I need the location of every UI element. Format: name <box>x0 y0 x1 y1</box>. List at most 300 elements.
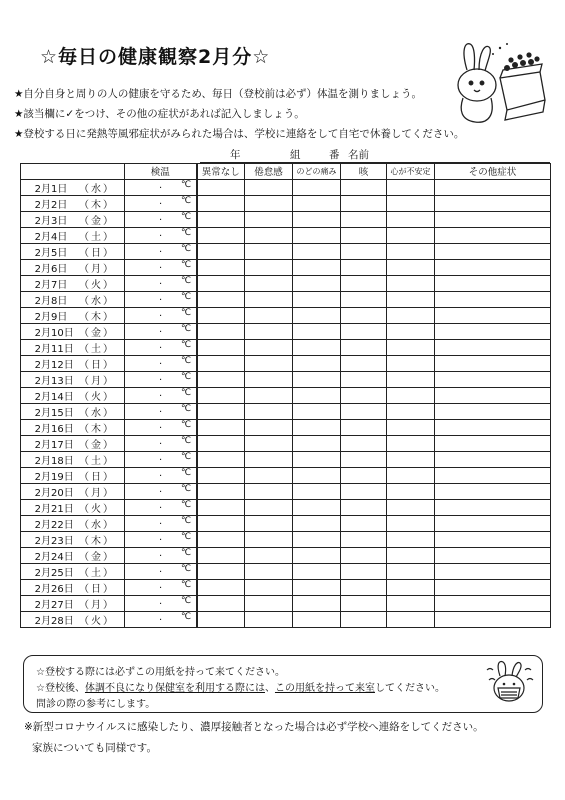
other-symptoms-cell[interactable] <box>435 531 551 547</box>
check-sore-throat[interactable] <box>293 595 341 611</box>
check-unstable-mood[interactable] <box>387 595 435 611</box>
date-month: 2月 <box>34 295 51 307</box>
check-sore-throat[interactable] <box>293 547 341 563</box>
check-fatigue[interactable] <box>245 483 293 499</box>
date-weekday: 水 <box>91 183 101 195</box>
check-cough[interactable] <box>341 435 387 451</box>
other-symptoms-cell[interactable] <box>435 515 551 531</box>
check-no-abnormality[interactable] <box>197 227 245 243</box>
check-fatigue[interactable] <box>245 515 293 531</box>
check-unstable-mood[interactable] <box>387 259 435 275</box>
temp-cell[interactable] <box>125 499 197 515</box>
check-sore-throat[interactable] <box>293 355 341 371</box>
check-no-abnormality[interactable] <box>197 467 245 483</box>
date-cell: 2月24日 （ 金 ） <box>21 547 125 563</box>
other-symptoms-cell[interactable] <box>435 547 551 563</box>
check-cough[interactable] <box>341 371 387 387</box>
temp-cell[interactable] <box>125 179 197 195</box>
date-month: 2月 <box>34 391 51 403</box>
temp-cell[interactable] <box>125 339 197 355</box>
date-month: 2月 <box>34 359 51 371</box>
col-unstable-mood: 心が不安定 <box>387 164 435 180</box>
check-sore-throat[interactable] <box>293 515 341 531</box>
temp-cell[interactable] <box>125 563 197 579</box>
date-month: 2月 <box>34 343 51 355</box>
check-cough[interactable] <box>341 419 387 435</box>
other-symptoms-cell[interactable] <box>435 595 551 611</box>
check-cough[interactable] <box>341 259 387 275</box>
other-symptoms-cell[interactable] <box>435 259 551 275</box>
check-fatigue[interactable] <box>245 595 293 611</box>
other-symptoms-cell[interactable] <box>435 195 551 211</box>
check-unstable-mood[interactable] <box>387 403 435 419</box>
check-cough[interactable] <box>341 275 387 291</box>
other-symptoms-cell[interactable] <box>435 211 551 227</box>
check-fatigue[interactable] <box>245 611 293 627</box>
date-weekday: 水 <box>91 519 101 531</box>
celsius-unit: ℃ <box>181 435 192 446</box>
check-fatigue[interactable] <box>245 419 293 435</box>
check-sore-throat[interactable] <box>293 227 341 243</box>
other-symptoms-cell[interactable] <box>435 611 551 627</box>
other-symptoms-cell[interactable] <box>435 499 551 515</box>
date-cell: 2月7日 （ 火 ） <box>21 275 125 291</box>
check-unstable-mood[interactable] <box>387 243 435 259</box>
celsius-unit: ℃ <box>181 531 192 542</box>
check-no-abnormality[interactable] <box>197 547 245 563</box>
check-cough[interactable] <box>341 563 387 579</box>
table-row <box>21 579 551 595</box>
check-sore-throat[interactable] <box>293 579 341 595</box>
date-cell: 2月4日 （ 土 ） <box>21 227 125 243</box>
check-fatigue[interactable] <box>245 387 293 403</box>
check-fatigue[interactable] <box>245 179 293 195</box>
temp-cell[interactable] <box>125 435 197 451</box>
other-symptoms-cell[interactable] <box>435 323 551 339</box>
check-unstable-mood[interactable] <box>387 499 435 515</box>
date-cell: 2月26日 （ 日 ） <box>21 579 125 595</box>
date-day: 24日 <box>51 551 74 563</box>
date-cell: 2月2日 （ 木 ） <box>21 195 125 211</box>
check-cough[interactable] <box>341 403 387 419</box>
other-symptoms-cell[interactable] <box>435 419 551 435</box>
check-no-abnormality[interactable] <box>197 323 245 339</box>
date-cell: 2月27日 （ 月 ） <box>21 595 125 611</box>
check-fatigue[interactable] <box>245 195 293 211</box>
temp-cell[interactable] <box>125 195 197 211</box>
check-no-abnormality[interactable] <box>197 355 245 371</box>
date-weekday: 火 <box>91 615 101 627</box>
check-no-abnormality[interactable] <box>197 339 245 355</box>
check-sore-throat[interactable] <box>293 211 341 227</box>
decimal-point: . <box>159 483 163 495</box>
celsius-unit: ℃ <box>181 291 192 302</box>
notice-text: してください。 <box>374 683 445 694</box>
check-cough[interactable] <box>341 451 387 467</box>
temp-cell[interactable] <box>125 483 197 499</box>
date-day: 14日 <box>51 391 74 403</box>
temp-cell[interactable] <box>125 211 197 227</box>
check-unstable-mood[interactable] <box>387 339 435 355</box>
celsius-unit: ℃ <box>181 547 192 558</box>
date-month: 2月 <box>34 471 51 483</box>
temp-cell[interactable] <box>125 355 197 371</box>
date-day: 19日 <box>51 471 74 483</box>
check-cough[interactable] <box>341 515 387 531</box>
check-no-abnormality[interactable] <box>197 515 245 531</box>
check-fatigue[interactable] <box>245 451 293 467</box>
check-sore-throat[interactable] <box>293 403 341 419</box>
col-sore-throat: のどの痛み <box>293 164 341 180</box>
col-other-symptoms: その他症状 <box>435 164 551 180</box>
check-sore-throat[interactable] <box>293 291 341 307</box>
date-day: 22日 <box>51 519 74 531</box>
check-no-abnormality[interactable] <box>197 595 245 611</box>
check-no-abnormality[interactable] <box>197 243 245 259</box>
date-month: 2月 <box>34 583 51 595</box>
check-no-abnormality[interactable] <box>197 275 245 291</box>
check-no-abnormality[interactable] <box>197 531 245 547</box>
temp-cell[interactable] <box>125 611 197 627</box>
notice-line: ☆登校する際には必ずこの用紙を持って来てください。 <box>36 667 285 678</box>
check-fatigue[interactable] <box>245 307 293 323</box>
check-no-abnormality[interactable] <box>197 195 245 211</box>
other-symptoms-cell[interactable] <box>435 307 551 323</box>
temp-cell[interactable] <box>125 467 197 483</box>
check-no-abnormality[interactable] <box>197 451 245 467</box>
check-no-abnormality[interactable] <box>197 611 245 627</box>
check-cough[interactable] <box>341 195 387 211</box>
check-no-abnormality[interactable] <box>197 179 245 195</box>
celsius-unit: ℃ <box>181 275 192 286</box>
check-sore-throat[interactable] <box>293 339 341 355</box>
check-sore-throat[interactable] <box>293 179 341 195</box>
check-fatigue[interactable] <box>245 371 293 387</box>
other-symptoms-cell[interactable] <box>435 355 551 371</box>
celsius-unit: ℃ <box>181 243 192 254</box>
celsius-unit: ℃ <box>181 611 192 622</box>
check-no-abnormality[interactable] <box>197 563 245 579</box>
date-weekday: 土 <box>91 231 101 243</box>
check-fatigue[interactable] <box>245 403 293 419</box>
page-title: ☆毎日の健康観察2月分☆ <box>40 46 271 68</box>
check-fatigue[interactable] <box>245 579 293 595</box>
name-label: 名前 <box>348 149 369 161</box>
check-cough[interactable] <box>341 227 387 243</box>
celsius-unit: ℃ <box>181 355 192 366</box>
date-month: 2月 <box>34 407 51 419</box>
check-sore-throat[interactable] <box>293 195 341 211</box>
decimal-point: . <box>159 355 163 367</box>
table-row <box>21 387 551 403</box>
check-fatigue[interactable] <box>245 339 293 355</box>
check-fatigue[interactable] <box>245 275 293 291</box>
date-day: 9日 <box>51 311 68 323</box>
temp-cell[interactable] <box>125 419 197 435</box>
check-cough[interactable] <box>341 323 387 339</box>
check-unstable-mood[interactable] <box>387 547 435 563</box>
temp-cell[interactable] <box>125 323 197 339</box>
check-cough[interactable] <box>341 307 387 323</box>
table-row <box>21 211 551 227</box>
date-weekday: 木 <box>91 423 101 435</box>
date-cell: 2月19日 （ 日 ） <box>21 467 125 483</box>
temp-cell[interactable] <box>125 595 197 611</box>
other-symptoms-cell[interactable] <box>435 483 551 499</box>
other-symptoms-cell[interactable] <box>435 435 551 451</box>
date-weekday: 水 <box>91 407 101 419</box>
celsius-unit: ℃ <box>181 483 192 494</box>
check-no-abnormality[interactable] <box>197 435 245 451</box>
check-sore-throat[interactable] <box>293 275 341 291</box>
date-cell: 2月11日 （ 土 ） <box>21 339 125 355</box>
temp-cell[interactable] <box>125 547 197 563</box>
other-symptoms-cell[interactable] <box>435 339 551 355</box>
check-cough[interactable] <box>341 483 387 499</box>
check-cough[interactable] <box>341 595 387 611</box>
check-no-abnormality[interactable] <box>197 259 245 275</box>
check-fatigue[interactable] <box>245 355 293 371</box>
decimal-point: . <box>159 579 163 591</box>
check-unstable-mood[interactable] <box>387 483 435 499</box>
check-unstable-mood[interactable] <box>387 515 435 531</box>
check-cough[interactable] <box>341 243 387 259</box>
table-row <box>21 259 551 275</box>
check-fatigue[interactable] <box>245 291 293 307</box>
other-symptoms-cell[interactable] <box>435 227 551 243</box>
check-sore-throat[interactable] <box>293 499 341 515</box>
temp-cell[interactable] <box>125 275 197 291</box>
check-cough[interactable] <box>341 467 387 483</box>
date-weekday: 土 <box>91 567 101 579</box>
check-cough[interactable] <box>341 499 387 515</box>
check-no-abnormality[interactable] <box>197 387 245 403</box>
other-symptoms-cell[interactable] <box>435 451 551 467</box>
check-cough[interactable] <box>341 611 387 627</box>
date-month: 2月 <box>34 567 51 579</box>
decimal-point: . <box>159 499 163 511</box>
date-month: 2月 <box>34 183 51 195</box>
decimal-point: . <box>159 435 163 447</box>
date-cell: 2月22日 （ 水 ） <box>21 515 125 531</box>
date-month: 2月 <box>34 199 51 211</box>
check-sore-throat[interactable] <box>293 483 341 499</box>
temp-cell[interactable] <box>125 451 197 467</box>
check-cough[interactable] <box>341 291 387 307</box>
other-symptoms-cell[interactable] <box>435 275 551 291</box>
check-no-abnormality[interactable] <box>197 499 245 515</box>
other-symptoms-cell[interactable] <box>435 563 551 579</box>
date-day: 26日 <box>51 583 74 595</box>
col-no-abnormality: 異常なし <box>197 164 245 180</box>
check-unstable-mood[interactable] <box>387 579 435 595</box>
table-row <box>21 195 551 211</box>
date-month: 2月 <box>34 279 51 291</box>
check-sore-throat[interactable] <box>293 307 341 323</box>
check-fatigue[interactable] <box>245 531 293 547</box>
check-fatigue[interactable] <box>245 227 293 243</box>
decimal-point: . <box>159 547 163 559</box>
other-symptoms-cell[interactable] <box>435 291 551 307</box>
date-cell: 2月14日 （ 火 ） <box>21 387 125 403</box>
check-sore-throat[interactable] <box>293 467 341 483</box>
check-cough[interactable] <box>341 387 387 403</box>
check-unstable-mood[interactable] <box>387 563 435 579</box>
check-cough[interactable] <box>341 531 387 547</box>
other-symptoms-cell[interactable] <box>435 371 551 387</box>
date-weekday: 土 <box>91 343 101 355</box>
check-fatigue[interactable] <box>245 211 293 227</box>
temp-cell[interactable] <box>125 579 197 595</box>
check-fatigue[interactable] <box>245 467 293 483</box>
date-month: 2月 <box>34 519 51 531</box>
date-day: 5日 <box>51 247 68 259</box>
check-sore-throat[interactable] <box>293 323 341 339</box>
temp-cell[interactable] <box>125 243 197 259</box>
footer-notes <box>24 717 484 759</box>
table-row <box>21 323 551 339</box>
check-sore-throat[interactable] <box>293 259 341 275</box>
check-fatigue[interactable] <box>245 563 293 579</box>
check-unstable-mood[interactable] <box>387 323 435 339</box>
temp-cell[interactable] <box>125 227 197 243</box>
check-no-abnormality[interactable] <box>197 211 245 227</box>
date-day: 25日 <box>51 567 74 579</box>
date-weekday: 木 <box>91 311 101 323</box>
celsius-unit: ℃ <box>181 563 192 574</box>
check-unstable-mood[interactable] <box>387 291 435 307</box>
check-sore-throat[interactable] <box>293 611 341 627</box>
check-cough[interactable] <box>341 579 387 595</box>
health-log-table <box>20 163 551 628</box>
date-day: 7日 <box>51 279 68 291</box>
check-fatigue[interactable] <box>245 547 293 563</box>
check-sore-throat[interactable] <box>293 451 341 467</box>
check-fatigue[interactable] <box>245 243 293 259</box>
notice-text: ☆登校後、 <box>36 683 85 694</box>
temp-cell[interactable] <box>125 515 197 531</box>
check-sore-throat[interactable] <box>293 435 341 451</box>
table-row <box>21 467 551 483</box>
check-sore-throat[interactable] <box>293 563 341 579</box>
date-weekday: 月 <box>91 263 101 275</box>
check-unstable-mood[interactable] <box>387 211 435 227</box>
celsius-unit: ℃ <box>181 515 192 526</box>
check-cough[interactable] <box>341 179 387 195</box>
temp-cell[interactable] <box>125 291 197 307</box>
check-unstable-mood[interactable] <box>387 451 435 467</box>
check-unstable-mood[interactable] <box>387 435 435 451</box>
notice-line: 問診の際の参考にします。 <box>36 699 156 710</box>
date-day: 12日 <box>51 359 74 371</box>
date-weekday: 金 <box>91 215 101 227</box>
check-unstable-mood[interactable] <box>387 179 435 195</box>
date-day: 13日 <box>51 375 74 387</box>
other-symptoms-cell[interactable] <box>435 387 551 403</box>
notice-underlined: この用紙を持って来室 <box>274 683 375 694</box>
table-row <box>21 563 551 579</box>
col-cough: 咳 <box>341 164 387 180</box>
date-day: 1日 <box>51 183 68 195</box>
table-row <box>21 355 551 371</box>
check-unstable-mood[interactable] <box>387 227 435 243</box>
check-fatigue[interactable] <box>245 499 293 515</box>
date-weekday: 月 <box>91 599 101 611</box>
check-unstable-mood[interactable] <box>387 371 435 387</box>
check-sore-throat[interactable] <box>293 531 341 547</box>
check-no-abnormality[interactable] <box>197 307 245 323</box>
check-sore-throat[interactable] <box>293 371 341 387</box>
check-unstable-mood[interactable] <box>387 355 435 371</box>
temp-cell[interactable] <box>125 259 197 275</box>
check-no-abnormality[interactable] <box>197 419 245 435</box>
date-header <box>21 164 125 180</box>
date-weekday: 火 <box>91 503 101 515</box>
check-unstable-mood[interactable] <box>387 531 435 547</box>
temp-cell[interactable] <box>125 307 197 323</box>
table-row <box>21 483 551 499</box>
other-symptoms-cell[interactable] <box>435 403 551 419</box>
date-cell: 2月13日 （ 月 ） <box>21 371 125 387</box>
temp-cell[interactable] <box>125 531 197 547</box>
check-unstable-mood[interactable] <box>387 611 435 627</box>
notice-underlined: 体調不良になり保健室を利用する際には <box>84 683 265 694</box>
check-no-abnormality[interactable] <box>197 371 245 387</box>
temp-cell[interactable] <box>125 403 197 419</box>
check-unstable-mood[interactable] <box>387 195 435 211</box>
check-unstable-mood[interactable] <box>387 467 435 483</box>
celsius-unit: ℃ <box>181 499 192 510</box>
check-cough[interactable] <box>341 339 387 355</box>
other-symptoms-cell[interactable] <box>435 179 551 195</box>
temp-cell[interactable] <box>125 387 197 403</box>
celsius-unit: ℃ <box>181 259 192 270</box>
date-cell: 2月21日 （ 火 ） <box>21 499 125 515</box>
check-no-abnormality[interactable] <box>197 483 245 499</box>
check-sore-throat[interactable] <box>293 387 341 403</box>
check-cough[interactable] <box>341 547 387 563</box>
temp-cell[interactable] <box>125 371 197 387</box>
check-sore-throat[interactable] <box>293 419 341 435</box>
check-fatigue[interactable] <box>245 435 293 451</box>
date-month: 2月 <box>34 263 51 275</box>
check-fatigue[interactable] <box>245 323 293 339</box>
other-symptoms-cell[interactable] <box>435 467 551 483</box>
celsius-unit: ℃ <box>181 403 192 414</box>
other-symptoms-cell[interactable] <box>435 243 551 259</box>
date-weekday: 土 <box>91 455 101 467</box>
date-weekday: 水 <box>91 295 101 307</box>
other-symptoms-cell[interactable] <box>435 579 551 595</box>
check-fatigue[interactable] <box>245 259 293 275</box>
check-unstable-mood[interactable] <box>387 275 435 291</box>
date-weekday: 日 <box>91 471 101 483</box>
check-no-abnormality[interactable] <box>197 579 245 595</box>
check-cough[interactable] <box>341 211 387 227</box>
check-unstable-mood[interactable] <box>387 307 435 323</box>
celsius-unit: ℃ <box>181 419 192 430</box>
date-weekday: 火 <box>91 279 101 291</box>
check-no-abnormality[interactable] <box>197 403 245 419</box>
date-day: 8日 <box>51 295 68 307</box>
check-sore-throat[interactable] <box>293 243 341 259</box>
check-cough[interactable] <box>341 355 387 371</box>
check-unstable-mood[interactable] <box>387 419 435 435</box>
check-unstable-mood[interactable] <box>387 387 435 403</box>
decimal-point: . <box>159 275 163 287</box>
check-no-abnormality[interactable] <box>197 291 245 307</box>
date-month: 2月 <box>34 615 51 627</box>
